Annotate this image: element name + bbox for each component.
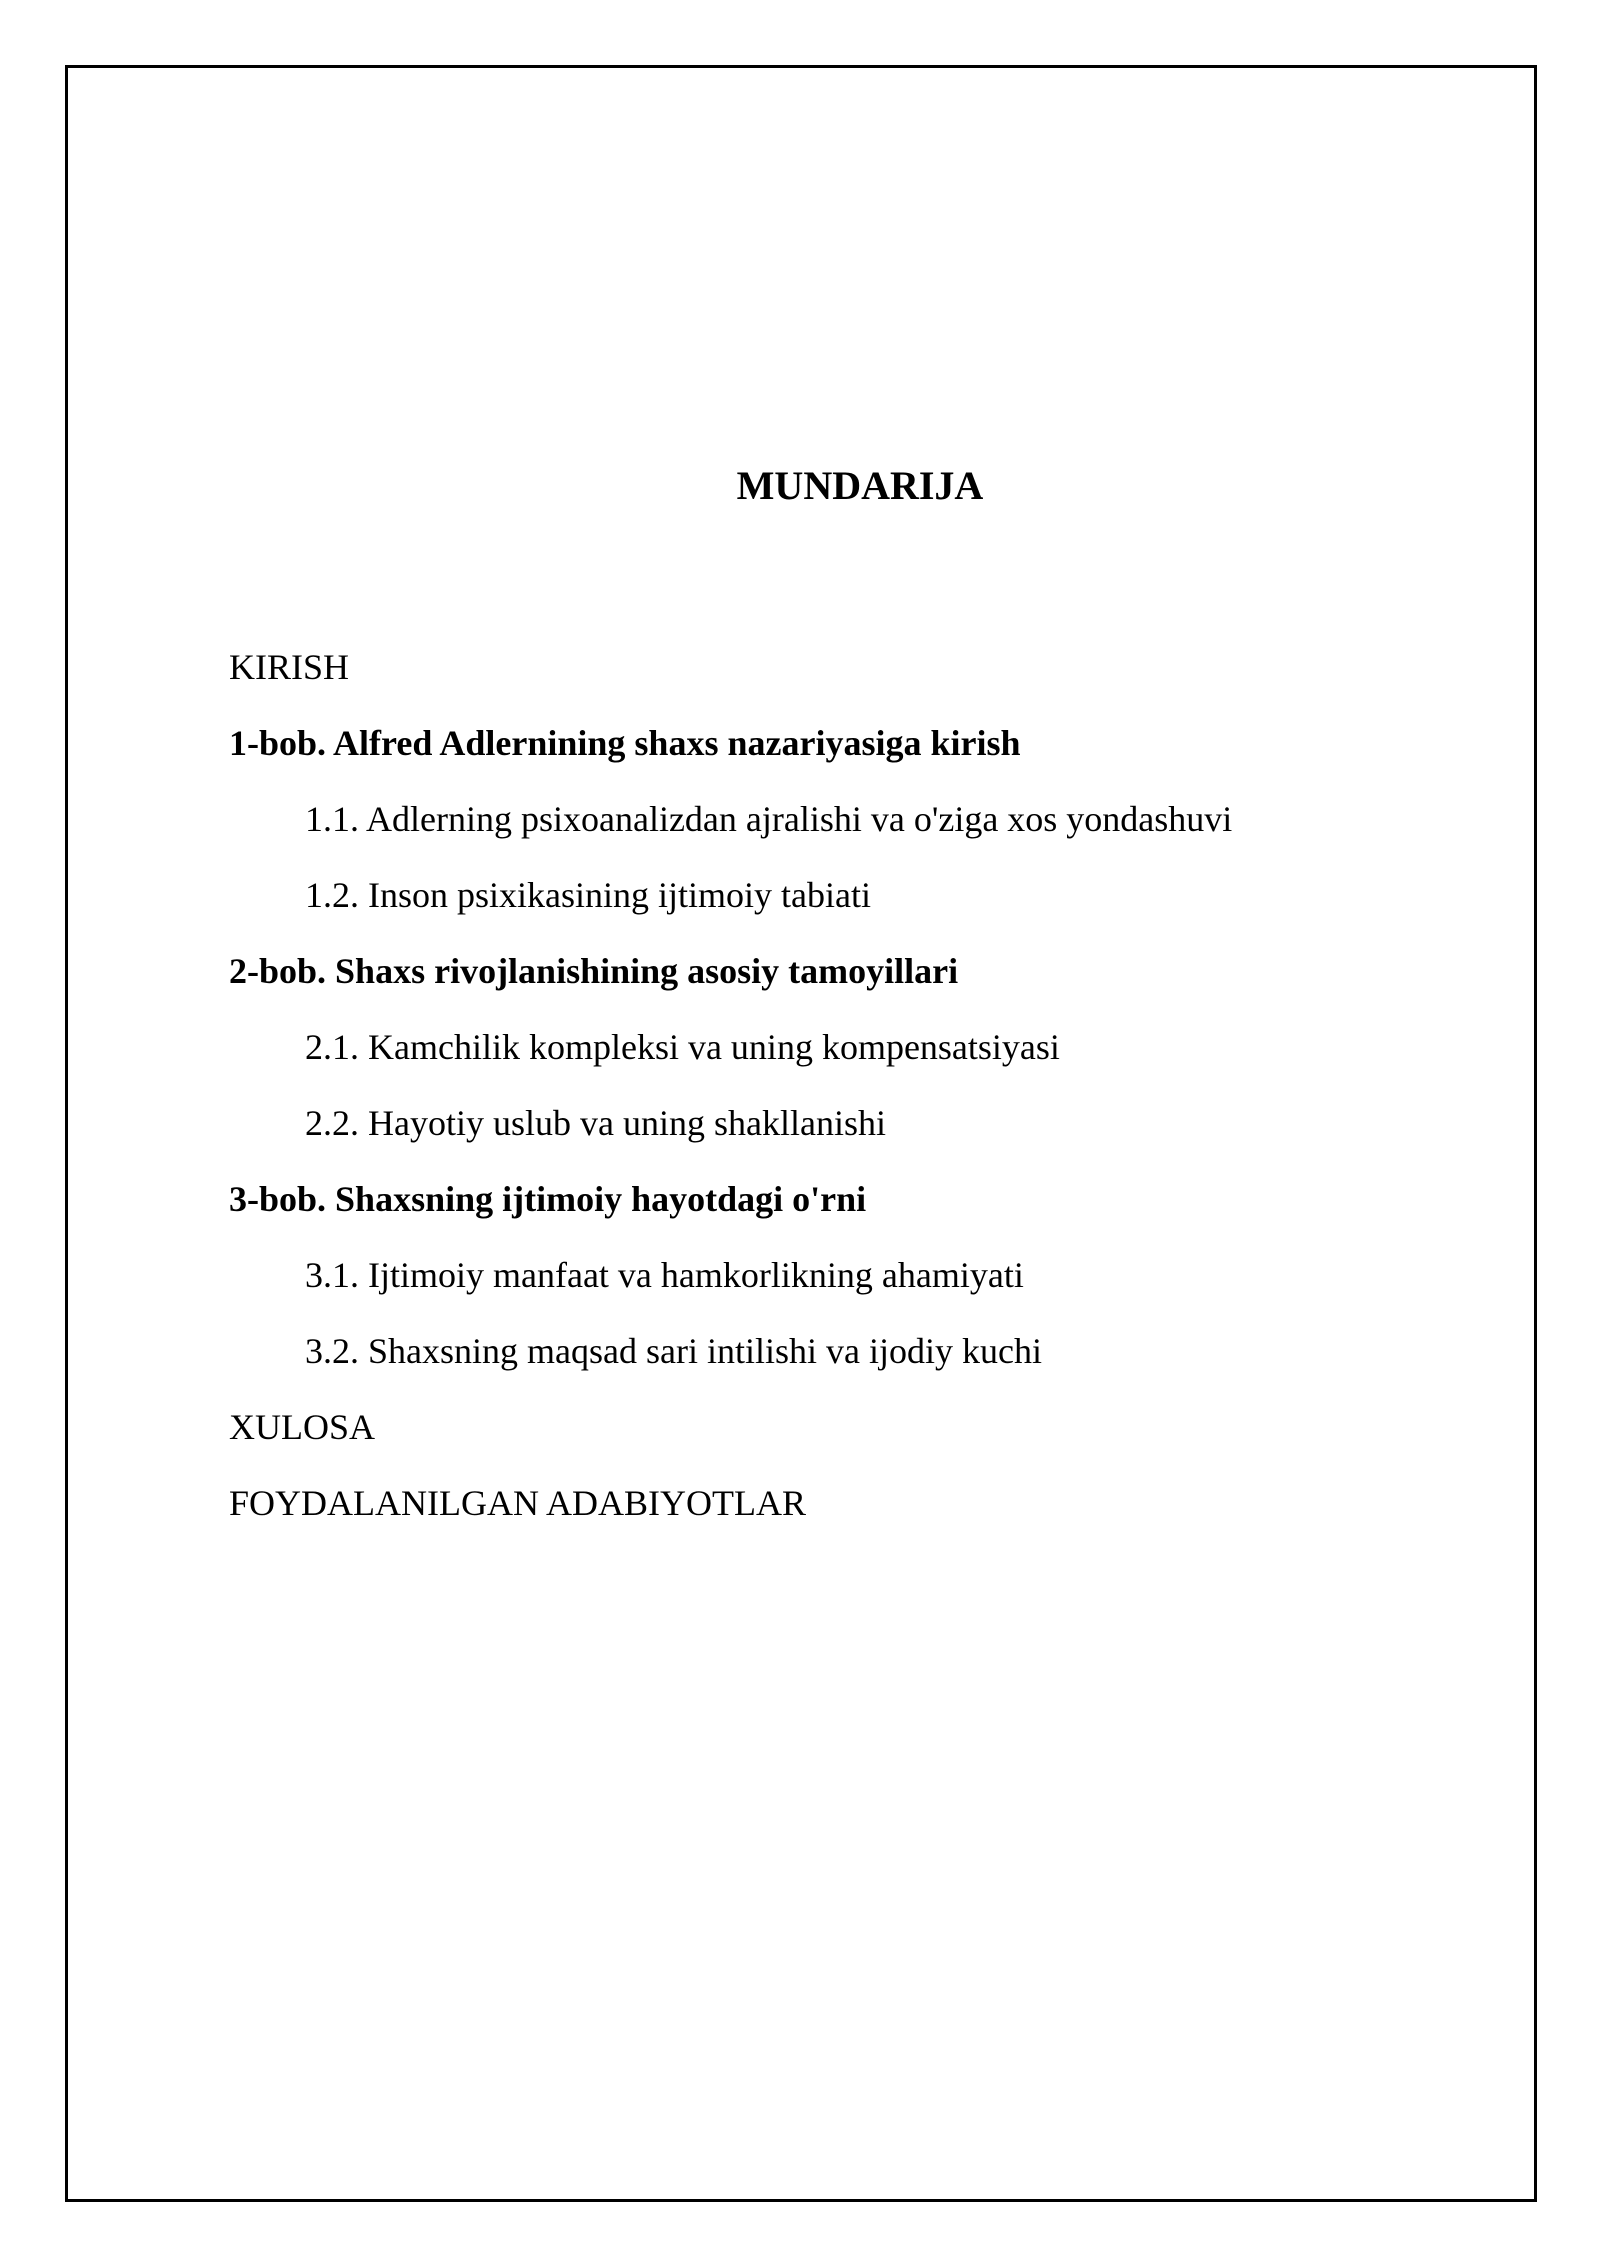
toc-section-2-2: 2.2. Hayotiy uslub va uning shakllanishi — [305, 1103, 886, 1143]
table-of-contents — [229, 643, 1232, 1555]
toc-section-1-1: 1.1. Adlerning psixoanalizdan ajralishi va o'ziga xos yondashuvi — [305, 799, 1233, 839]
toc-section-1-2: 1.2. Inson psixikasining ijtimoiy tabiati — [305, 875, 871, 915]
toc-entry-xulosa: XULOSA — [229, 1407, 376, 1447]
toc-chapter-1: 1-bob. Alfred Adlernining shaxs nazariyasiga kirish — [229, 723, 1021, 763]
page-title: MUNDARIJA — [736, 463, 984, 508]
toc-chapter-3: 3-bob. Shaxsning ijtimoiy hayotdagi o'rni — [229, 1179, 867, 1219]
toc-entry-kirish: KIRISH — [229, 647, 350, 687]
toc-section-3-2: 3.2. Shaxsning maqsad sari intilishi va ijodiy kuchi — [305, 1331, 1042, 1371]
toc-entry-bibliography: FOYDALANILGAN ADABIYOTLAR — [229, 1483, 806, 1523]
toc-chapter-2: 2-bob. Shaxs rivojlanishining asosiy tamoyillari — [229, 951, 959, 991]
toc-section-3-1: 3.1. Ijtimoiy manfaat va hamkorlikning ahamiyati — [305, 1255, 1024, 1295]
toc-section-2-1: 2.1. Kamchilik kompleksi va uning kompensatsiyasi — [305, 1027, 1060, 1067]
